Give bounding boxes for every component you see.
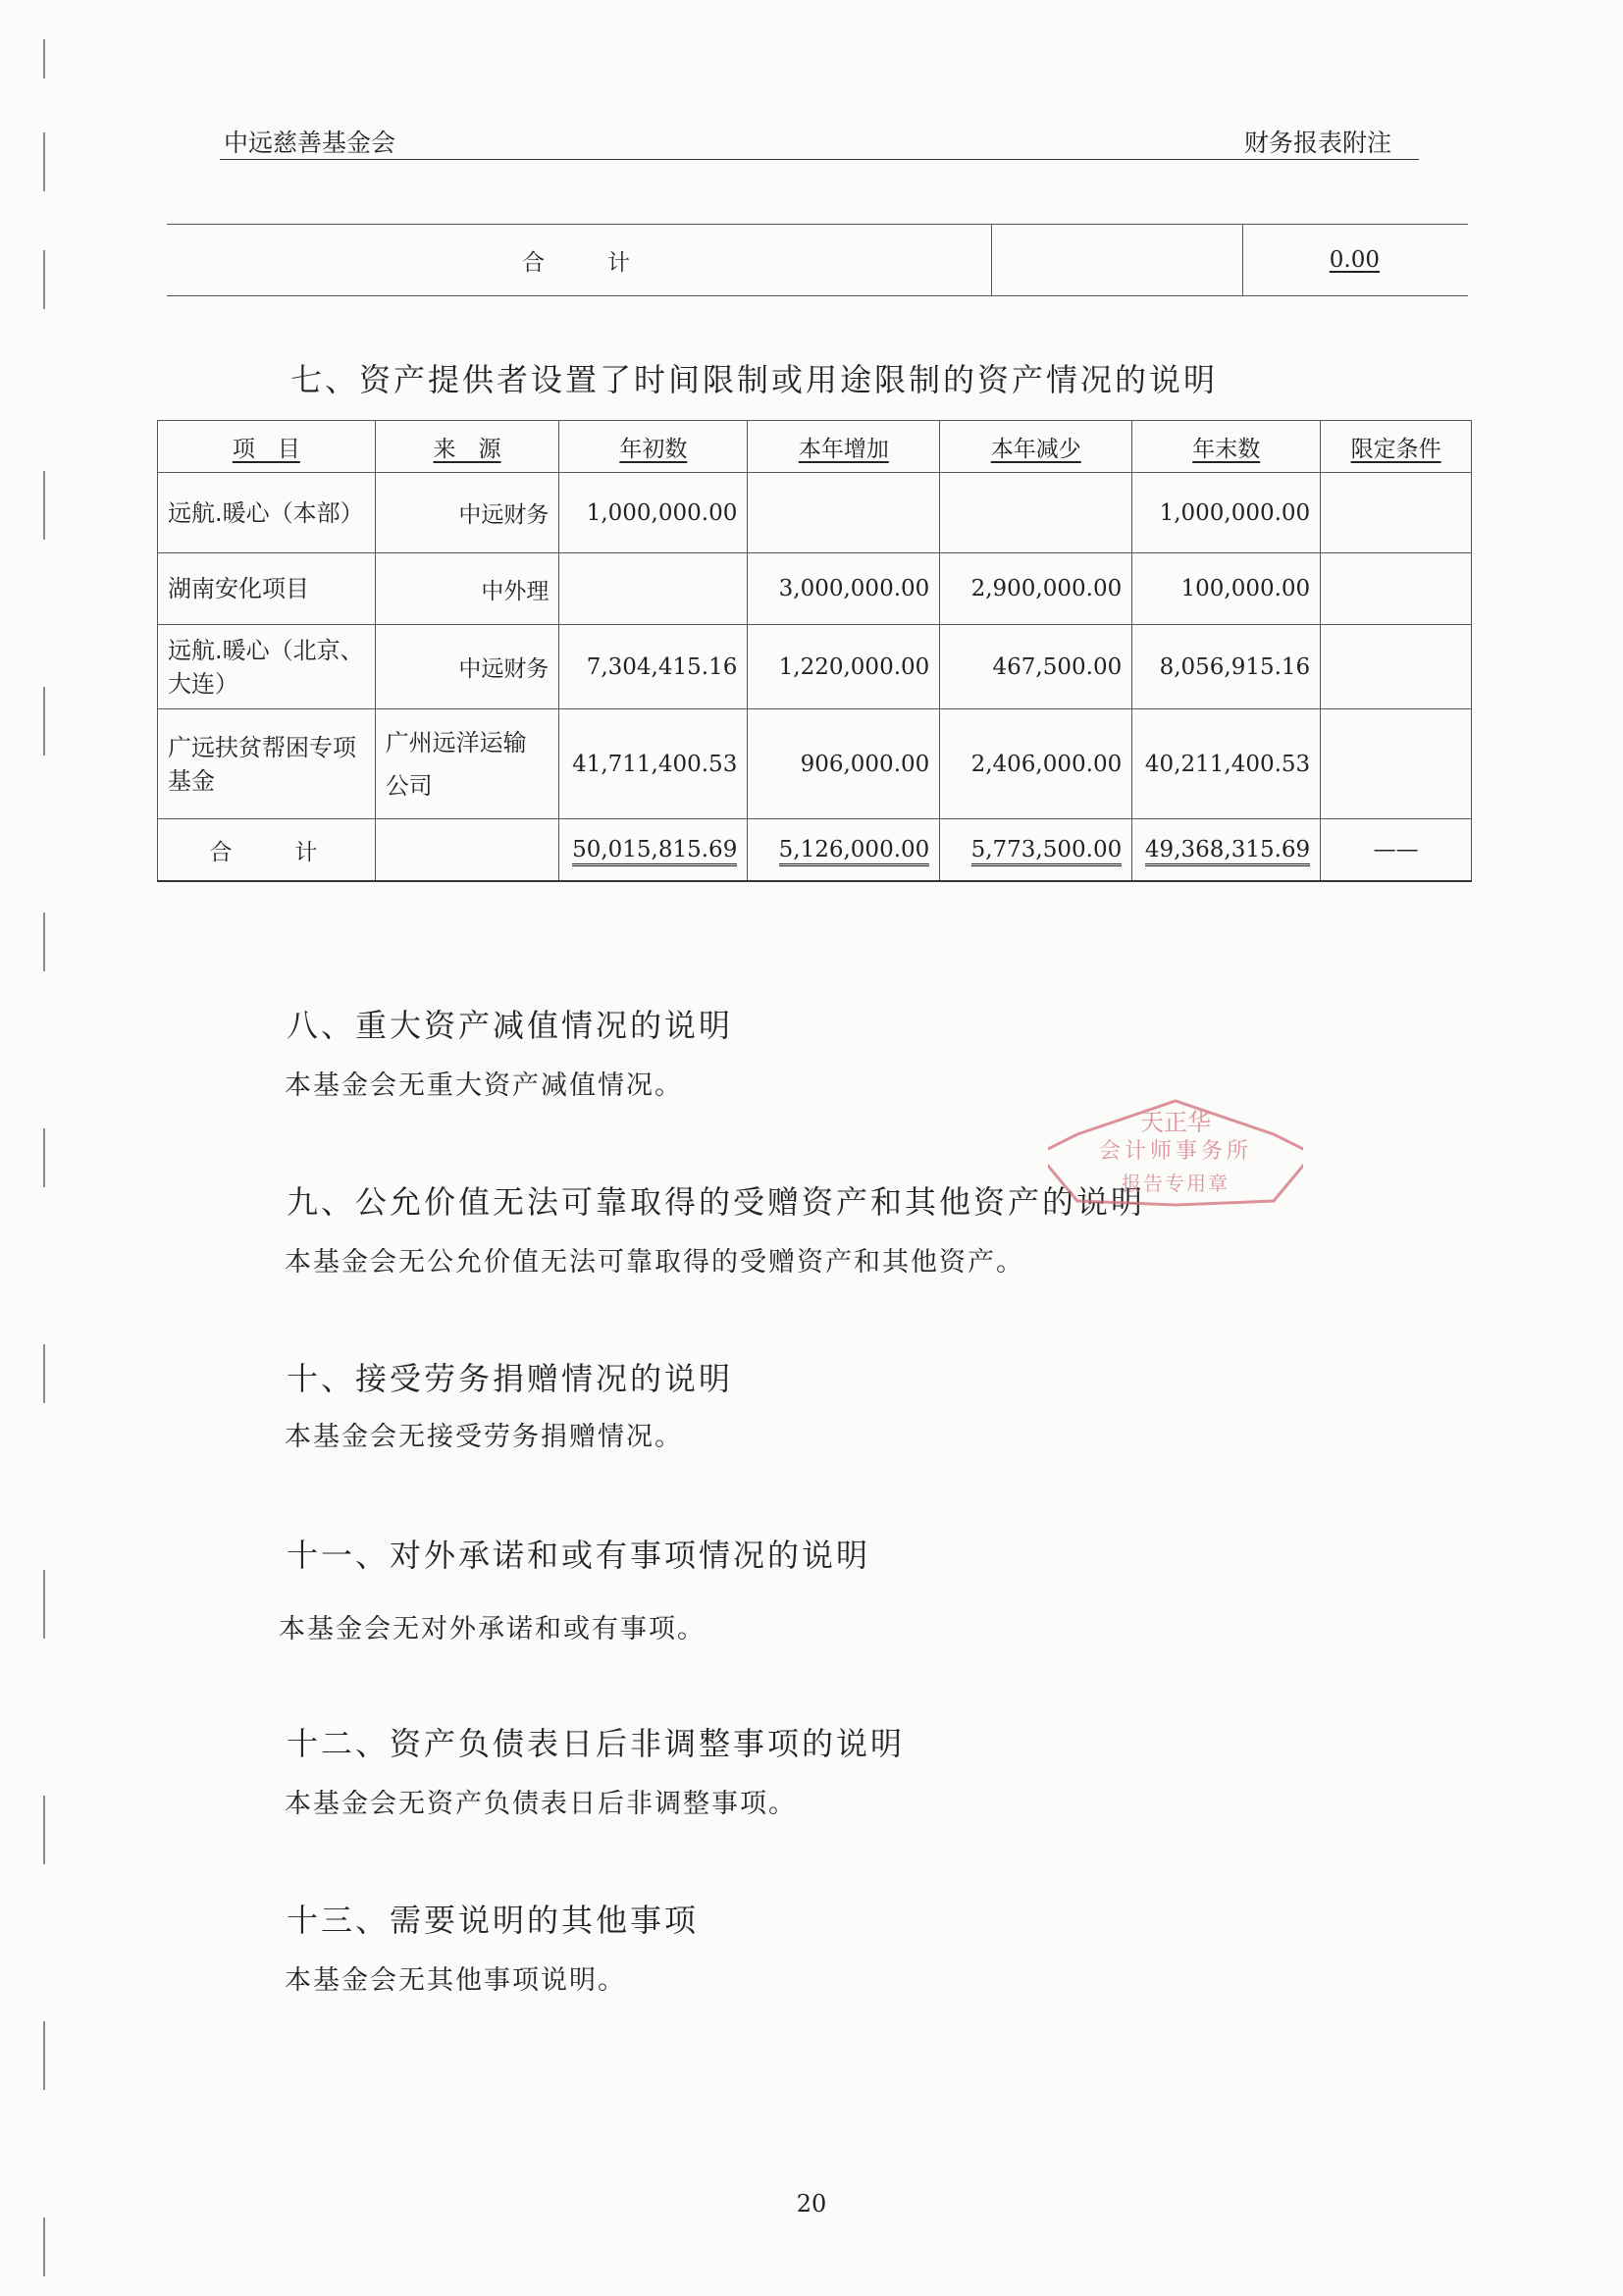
- row-condition: [1321, 473, 1472, 553]
- binding-mark: [43, 250, 59, 309]
- header-end: 年末数: [1132, 421, 1321, 473]
- top-total-value-cell: [1243, 225, 1469, 296]
- row-increase: 3,000,000.00: [748, 553, 940, 625]
- binding-mark: [43, 1128, 59, 1187]
- section12-body: 本基金会无资产负债表日后非调整事项。: [285, 1789, 797, 1819]
- row-end: 40,211,400.53: [1132, 709, 1321, 819]
- table-row: [158, 709, 1472, 819]
- table-row: [167, 225, 1468, 296]
- header-item: 项 目: [158, 421, 376, 473]
- row-begin: 41,711,400.53: [559, 709, 748, 819]
- total-end: 49,368,315.69: [1145, 837, 1310, 866]
- top-total-empty-cell: [992, 225, 1243, 296]
- table-header-row: [158, 421, 1472, 473]
- row-condition: [1321, 553, 1472, 625]
- row-condition: [1321, 625, 1472, 709]
- binding-mark: [43, 913, 59, 971]
- header-decrease: 本年减少: [940, 421, 1132, 473]
- binding-mark: [43, 1796, 59, 1864]
- row-begin: [559, 553, 748, 625]
- row-begin: 7,304,415.16: [559, 625, 748, 709]
- total-begin: 50,015,815.69: [572, 837, 737, 866]
- total-condition: ——: [1321, 819, 1472, 882]
- section10-body: 本基金会无接受劳务捐赠情况。: [285, 1422, 683, 1452]
- header-doc-title: 财务报表附注: [1243, 129, 1391, 157]
- section10-title: 十、接受劳务捐赠情况的说明: [287, 1360, 734, 1397]
- row-end: 100,000.00: [1132, 553, 1321, 625]
- restricted-assets-table: [157, 420, 1472, 882]
- section8-body: 本基金会无重大资产减值情况。: [285, 1070, 683, 1101]
- row-end: 8,056,915.16: [1132, 625, 1321, 709]
- binding-mark: [43, 1570, 59, 1639]
- row-increase: [748, 473, 940, 553]
- row-increase: 1,220,000.00: [748, 625, 940, 709]
- row-decrease: 467,500.00: [940, 625, 1132, 709]
- row-name: 广远扶贫帮困专项基金: [158, 709, 376, 819]
- section9-body: 本基金会无公允价值无法可靠取得的受赠资产和其他资产。: [285, 1247, 1024, 1278]
- row-source: 中远财务: [375, 473, 559, 553]
- header-begin: 年初数: [559, 421, 748, 473]
- row-source: 广州远洋运输公司: [375, 709, 559, 819]
- top-total-label: 合 计: [167, 225, 992, 296]
- table-row: [158, 473, 1472, 553]
- row-decrease: 2,900,000.00: [940, 553, 1132, 625]
- section13-title: 十三、需要说明的其他事项: [287, 1902, 700, 1939]
- binding-mark: [43, 1344, 59, 1403]
- seal-line-1: 天正华: [1140, 1109, 1211, 1136]
- section11-body: 本基金会无对外承诺和或有事项。: [279, 1614, 706, 1644]
- row-source: 中远财务: [375, 625, 559, 709]
- section9-title: 九、公允价值无法可靠取得的受赠资产和其他资产的说明: [287, 1183, 1146, 1221]
- header-condition: 限定条件: [1321, 421, 1472, 473]
- row-name: 远航.暖心（本部）: [158, 473, 376, 553]
- section11-title: 十一、对外承诺和或有事项情况的说明: [287, 1537, 871, 1574]
- auditor-seal-stamp: [1048, 1099, 1303, 1207]
- row-name: 湖南安化项目: [158, 553, 376, 625]
- table-row: [158, 625, 1472, 709]
- total-increase: 5,126,000.00: [779, 837, 930, 866]
- section12-title: 十二、资产负债表日后非调整事项的说明: [287, 1725, 906, 1762]
- row-begin: 1,000,000.00: [559, 473, 748, 553]
- header-org-name: 中远慈善基金会: [224, 129, 396, 157]
- total-decrease: 5,773,500.00: [971, 837, 1123, 866]
- row-condition: [1321, 709, 1472, 819]
- row-source: 中外理: [375, 553, 559, 625]
- row-decrease: [940, 473, 1132, 553]
- row-end: 1,000,000.00: [1132, 473, 1321, 553]
- total-decrease-cell: [940, 819, 1132, 882]
- top-total-value: 0.00: [1329, 247, 1380, 273]
- row-increase: 906,000.00: [748, 709, 940, 819]
- row-decrease: 2,406,000.00: [940, 709, 1132, 819]
- page-number: 20: [796, 2190, 827, 2218]
- seal-line-3: 报告专用章: [1122, 1172, 1230, 1195]
- total-label: 合 计: [158, 819, 376, 882]
- top-total-table: [167, 224, 1468, 296]
- binding-mark: [43, 2021, 59, 2090]
- total-end-cell: [1132, 819, 1321, 882]
- header-rule: [220, 159, 1419, 160]
- header-increase: 本年增加: [748, 421, 940, 473]
- row-name: 远航.暖心（北京、大连）: [158, 625, 376, 709]
- section7-title: 七、资产提供者设置了时间限制或用途限制的资产情况的说明: [290, 361, 1219, 398]
- binding-mark: [43, 687, 59, 756]
- binding-mark: [43, 39, 59, 78]
- header-source: 来 源: [375, 421, 559, 473]
- section13-body: 本基金会无其他事项说明。: [285, 1965, 626, 1996]
- binding-mark: [43, 471, 59, 540]
- total-row: [158, 819, 1472, 882]
- table-row: [158, 553, 1472, 625]
- binding-mark: [43, 2218, 59, 2276]
- section8-title: 八、重大资产减值情况的说明: [287, 1007, 734, 1044]
- binding-mark: [43, 132, 59, 191]
- total-increase-cell: [748, 819, 940, 882]
- total-begin-cell: [559, 819, 748, 882]
- total-source: [375, 819, 559, 882]
- seal-line-2: 会计师事务所: [1098, 1139, 1252, 1164]
